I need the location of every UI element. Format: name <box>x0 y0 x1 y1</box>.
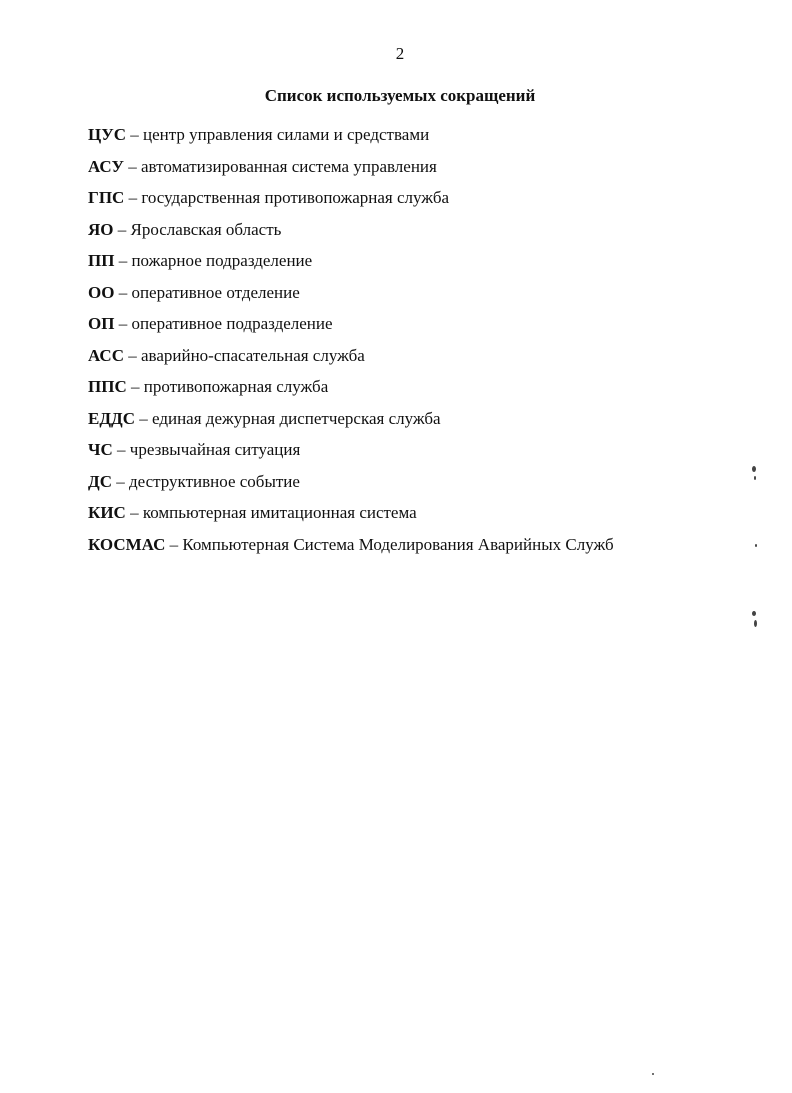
scan-speck <box>755 544 757 547</box>
abbreviation-term: АСУ <box>88 156 124 176</box>
abbreviation-definition: Компьютерная Система Моделирования Аварийных Служб <box>182 534 614 554</box>
abbreviation-definition: Ярославская область <box>130 219 282 239</box>
abbreviation-definition: аварийно-спасательная служба <box>140 345 365 365</box>
abbreviation-list <box>88 122 614 563</box>
abbreviation-term: ОП <box>88 314 115 333</box>
list-item <box>88 374 614 406</box>
separator: – <box>114 251 132 270</box>
abbreviation-definition: деструктивное событие <box>128 471 300 491</box>
scan-speck <box>752 466 756 472</box>
page-number: 2 <box>395 44 405 63</box>
separator: – <box>165 534 183 554</box>
abbreviation-definition: противопожарная служба <box>143 377 329 396</box>
list-item <box>88 185 614 217</box>
list-item <box>88 217 614 249</box>
separator: – <box>126 377 144 396</box>
abbreviation-definition: государственная противопожарная служба <box>141 188 450 207</box>
abbreviation-definition: оперативное подразделение <box>131 314 333 333</box>
abbreviation-term: ДС <box>88 471 112 491</box>
separator: – <box>123 156 141 176</box>
page-title: Список используемых сокращений <box>264 86 536 105</box>
list-item <box>88 248 614 280</box>
list-item <box>88 280 614 312</box>
separator: – <box>114 314 132 333</box>
abbreviation-definition: пожарное подразделение <box>131 251 313 270</box>
list-item <box>88 500 614 532</box>
abbreviation-term: ГПС <box>88 188 125 207</box>
separator: – <box>114 282 132 302</box>
separator: – <box>124 188 142 207</box>
abbreviation-definition: центр управления силами и средствами <box>142 125 430 144</box>
scan-speck <box>752 611 756 616</box>
separator: – <box>123 345 141 365</box>
abbreviation-term: ПП <box>88 251 115 270</box>
list-item <box>88 122 614 154</box>
scan-speck <box>754 620 757 627</box>
abbreviation-term: ЧС <box>88 440 113 459</box>
scan-speck <box>652 1073 654 1075</box>
abbreviation-term: ЯО <box>88 219 114 239</box>
separator: – <box>111 471 129 491</box>
abbreviation-definition: оперативное отделение <box>131 282 300 302</box>
abbreviation-term: ЦУС <box>88 125 126 144</box>
separator: – <box>113 219 131 239</box>
abbreviation-term: ОО <box>88 282 115 302</box>
scan-speck <box>754 476 756 480</box>
abbreviation-definition: чрезвычайная ситуация <box>129 440 301 459</box>
separator: – <box>112 440 130 459</box>
abbreviation-term: АСС <box>88 345 124 365</box>
list-item <box>88 343 614 375</box>
separator: – <box>125 503 143 522</box>
list-item <box>88 469 614 501</box>
list-item <box>88 532 614 564</box>
list-item <box>88 311 614 343</box>
separator: – <box>135 408 153 428</box>
list-item <box>88 406 614 438</box>
abbreviation-term: ППС <box>88 377 127 396</box>
list-item <box>88 154 614 186</box>
list-item <box>88 437 614 469</box>
abbreviation-definition: компьютерная имитационная система <box>142 503 417 522</box>
abbreviation-term: ЕДДС <box>88 408 136 428</box>
abbreviation-definition: единая дежурная диспетчерская служба <box>152 408 441 428</box>
abbreviation-definition: автоматизированная система управления <box>140 156 437 176</box>
abbreviation-term: КОСМАС <box>88 534 166 554</box>
separator: – <box>125 125 143 144</box>
abbreviation-term: КИС <box>88 503 126 522</box>
